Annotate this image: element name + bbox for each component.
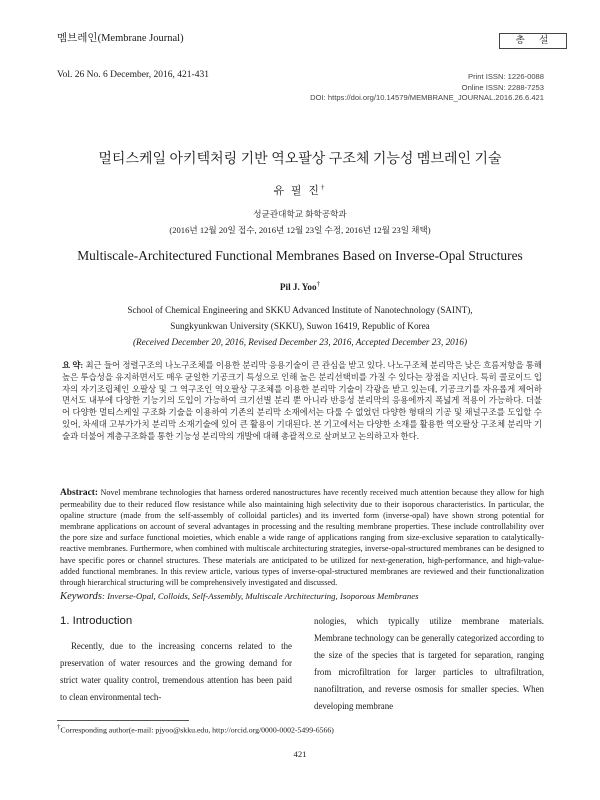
doi-link[interactable]: DOI: https://doi.org/10.14579/MEMBRANE_JOURNAL.2016.26.6.421 xyxy=(310,93,544,102)
print-issn: Print ISSN: 1226-0088 xyxy=(468,72,544,81)
keywords: Keywords: Inverse-Opal, Colloids, Self-Assembly, Multiscale Architecturing, Isoporous Membranes xyxy=(60,591,419,602)
keywords-label: Keywords xyxy=(60,591,102,602)
korean-author xyxy=(0,182,600,198)
section-heading-introduction: 1. Introduction xyxy=(60,615,133,627)
korean-author-name: 유 필 진 xyxy=(273,185,321,197)
english-abstract-text: Novel membrane technologies that harness ordered nanostructures have recently received much attention because they allow for high permeability due to their reduced flow resistance while also maintaining high selectivity due to their isoporous characteristics. In particular, the opaline structure (made from the self-assembly of colloidal particles) and its inverted form (inverse-opal) have shown strong potential for membrane applications on account of several advantages in processing and the resulting membrane properties. These include controllability over the pore size and surface functional moieties, which enable a wide range of applications ranging from size-exclusive separation to catalytically-reactive membranes. Furthermore, when combined with multiscale architecturing strategies, inverse-opal-structured membranes can be designed to have specific pores or channel structures. These materials are anticipated to be utilized for next-generation, high-performance, and high-value-added functional membranes. In this review article, various types of inverse-opal-structured membranes are reviewed and their functionalization through hierarchical structuring will be comprehensively investigated and discussed. xyxy=(60,488,544,587)
korean-abstract-text: 최근 들어 정렬구조의 나노구조체를 이용한 분리막 응용기술이 큰 관심을 받고 있다. 나노구조체 분리막은 낮은 흐름저항을 통해 높은 투습성을 유지하면서도 매우 균일한 기공크기 특성으로 인해 높은 분리선택비를 가질 수 있다는 장점을 지닌다. 특히 콜로이드 입자의 자기조립체인 오팔상 및 그 역구조인 역오팔상 구조체를 이용한 분리막 기술이 각광을 받고 있는데, 기공크기를 자유롭게 제어하면서도 내부에 다양한 기능기의 도입이 가능하여 크기선별 분리 뿐 아니라 반응성 분리막의 응용에까지 폭넓게 적용이 가능하다. 더불어 다양한 멀티스케일 구조화 기술을 이용하여 기존의 분리막 소재에서는 다룰 수 없었던 다양한 형태의 기공 및 채널구조를 도입할 수 있어, 차세대 고부가가치 분리막 소재기술에 있어 큰 활용이 기대된다. 본 기고에서는 다양한 소재를 활용한 역오팔상 구조체 분리막 기술과 더불어 계층구조화를 통한 기능성 분리막의 개발에 대해 총괄적으로 살펴보고 논의하고자 한다. xyxy=(62,361,542,441)
keywords-text: Inverse-Opal, Colloids, Self-Assembly, Multiscale Architecturing, Isoporous Membranes xyxy=(107,591,419,601)
english-dates: (Received December 20, 2016, Revised December 23, 2016, Accepted December 23, 2016) xyxy=(132,337,468,347)
introduction-paragraph-right: nologies, which typically utilize membrane materials. Membrane technology can be generally categorized according to the size of the species that is targeted for separation, ranging from microfiltration for larger particles to ultrafiltration, nanofiltration, and reverse osmosis for smaller species. When developing membrane xyxy=(314,616,544,712)
right-column xyxy=(314,613,544,716)
issn-block xyxy=(310,72,544,104)
korean-abstract xyxy=(62,360,542,443)
article-type-badge: 총 설 xyxy=(499,33,567,49)
footnote-text[interactable]: Corresponding author(e-mail: pjyoo@skku.edu, http://orcid.org/0000-0002-5499-6566) xyxy=(60,725,334,735)
journal-name: 멤브레인(Membrane Journal) xyxy=(57,33,184,44)
korean-author-mark: † xyxy=(320,183,327,192)
korean-abstract-label: 요 약: xyxy=(62,361,84,370)
korean-title: 멀티스케일 아키텍처링 기반 역오팔상 구조체 기능성 멤브레인 기술 xyxy=(98,152,502,167)
english-affiliation-line1: School of Chemical Engineering and SKKU Advanced Institute of Nanotechnology (SAINT), xyxy=(127,305,473,315)
english-author xyxy=(0,280,600,292)
english-abstract-label: Abstract: xyxy=(60,488,99,498)
page-number: 421 xyxy=(293,749,307,759)
corresponding-author-footnote xyxy=(57,723,334,735)
introduction-paragraph-left: Recently, due to the increasing concerns related to the preservation of water resources and the growing demand for strict water quality control, tremendous attention has been paid to clean environmental tech- xyxy=(60,641,292,703)
english-title: Multiscale-Architectured Functional Membranes Based on Inverse-Opal Structures xyxy=(77,248,523,263)
volume-line: Vol. 26 No. 6 December, 2016, 421-431 xyxy=(57,70,209,80)
english-affiliation-line2: Sungkyunkwan University (SKKU), Suwon 16419, Republic of Korea xyxy=(170,321,430,331)
english-abstract xyxy=(60,487,544,588)
left-column xyxy=(60,613,292,706)
korean-affiliation: 성균관대학교 화학공학과 xyxy=(253,209,347,219)
footnote-divider xyxy=(57,720,189,721)
online-issn: Online ISSN: 2288-7253 xyxy=(461,82,544,92)
english-author-name: Pil J. Yoo xyxy=(279,282,317,293)
korean-dates: (2016년 12월 20일 접수, 2016년 12월 23일 수정, 2016년 12월 23일 채택) xyxy=(169,225,431,235)
english-author-mark: † xyxy=(316,280,321,288)
footnote-mark: † xyxy=(57,723,61,731)
